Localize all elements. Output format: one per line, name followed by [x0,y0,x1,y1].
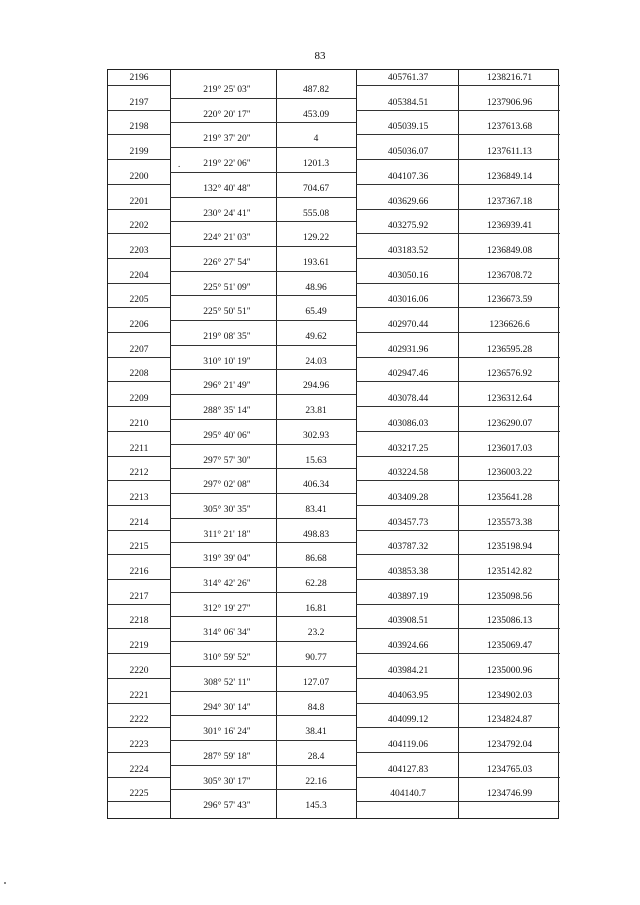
northing-value: 403183.52 [387,245,429,256]
row-rule [356,653,560,654]
row-rule [170,666,356,667]
row-rule [356,678,560,679]
point-number: 2205 [129,295,149,306]
row-rule [170,740,356,741]
point-number: 2209 [129,394,149,405]
northing-value: 403984.21 [387,665,429,676]
row-rule [108,604,170,605]
point-number: 2222 [129,715,149,726]
easting-value: 1237613.68 [486,122,533,133]
row-rule [356,209,560,210]
row-rule [170,394,356,395]
northing-value: 404107.36 [387,171,429,182]
northing-value: 403224.58 [387,468,429,479]
row-rule [170,789,356,790]
easting-value: 1234792.04 [486,739,533,750]
easting-value: 1235069.47 [486,641,533,652]
row-rule [108,653,170,654]
row-rule [356,134,560,135]
easting-value: 1237906.96 [486,97,533,108]
distance-value: 406.34 [302,480,330,491]
bearing-value: 288° 35' 14" [203,406,251,417]
row-rule [108,357,170,358]
row-rule [170,691,356,692]
row-rule [108,678,170,679]
northing-value: 403409.28 [387,492,429,503]
row-rule [108,505,170,506]
distance-value: 193.61 [302,257,330,268]
northing-value: 405036.07 [387,147,429,158]
row-rule [108,406,170,407]
bearing-value: 310° 59' 52" [203,653,251,664]
northing-value: 403787.32 [387,542,429,553]
row-rule [356,85,560,86]
row-rule [356,554,560,555]
bearing-value: 132° 40' 48" [203,183,251,194]
northing-value: 402931.96 [387,344,429,355]
distance-value: 704.67 [302,183,330,194]
distance-value: 23.81 [305,406,327,417]
distance-value: 86.68 [305,554,327,565]
row-rule [170,518,356,519]
row-rule [108,233,170,234]
row-rule [170,419,356,420]
point-number: 2211 [129,443,149,454]
northing-value: 404140.7 [390,789,426,800]
row-rule [356,480,560,481]
row-rule [108,332,170,333]
row-rule [170,246,356,247]
easting-value: 1235142.82 [486,567,533,577]
point-number: 2200 [129,171,149,182]
point-number: 2220 [129,665,149,676]
easting-value: 1236939.41 [486,221,533,232]
distance-value: 48.96 [305,282,327,293]
easting-value: 1235086.13 [486,616,533,627]
easting-value: 1237367.18 [486,196,533,207]
row-rule [170,271,356,272]
northing-value: 405039.15 [387,122,429,133]
easting-value: 1236290.07 [486,418,533,429]
point-number: 2215 [129,542,149,553]
easting-value: 1236849.14 [486,171,533,182]
point-number: 2197 [129,97,149,108]
point-number: 2212 [129,468,149,479]
row-rule [170,468,356,469]
point-number: 2203 [129,245,149,256]
northing-value: 402970.44 [387,320,429,330]
row-rule [108,184,170,185]
point-number: 2225 [129,789,149,800]
easting-value: 1235098.56 [486,591,533,602]
distance-value: 84.8 [307,702,325,713]
bearing-value: 319° 39' 04" [203,554,251,565]
northing-value: 404099.12 [387,715,429,726]
row-rule [170,197,356,198]
row-rule [108,554,170,555]
row-rule [108,456,170,457]
survey-coordinate-table [107,69,559,819]
bearing-value: 225° 50' 51" [203,307,251,318]
row-rule [356,332,560,333]
bearing-value: 308° 52' 11" [203,677,251,688]
row-rule [170,641,356,642]
row-rule [356,406,560,407]
distance-value: 24.03 [305,356,327,367]
easting-value: 1234765.03 [486,764,533,775]
distance-value: 1201.3 [302,159,330,170]
bearing-value: 314° 42' 26" [203,579,251,589]
easting-value: 1235198.94 [486,542,533,553]
northing-value: 403924.66 [387,641,429,652]
row-rule [108,307,170,308]
bearing-value: 225° 51' 09" [203,282,251,293]
northing-value: 403217.25 [387,443,429,454]
distance-value: 294.96 [302,381,330,392]
bearing-value: 294° 30' 14" [203,702,251,713]
easting-value: 1236312.64 [486,394,533,405]
northing-value: 403457.73 [387,517,429,528]
row-rule [108,703,170,704]
distance-value: 15.63 [305,455,327,466]
row-rule [356,184,560,185]
distance-value: 453.09 [302,109,330,120]
point-number: 2202 [129,221,149,232]
row-rule [356,283,560,284]
row-rule [108,752,170,753]
northing-value: 403853.38 [387,567,429,577]
row-rule [356,505,560,506]
margin-speck [4,882,6,884]
row-rule [356,752,560,753]
distance-value: 38.41 [305,727,327,738]
row-rule [108,258,170,259]
easting-value: 1234902.03 [486,690,533,701]
row-rule [356,801,560,802]
easting-value: 1235000.96 [486,665,533,676]
row-rule [356,233,560,234]
bearing-value: 301° 16' 24" [203,727,251,738]
point-number: 2198 [129,122,149,133]
northing-value: 403275.92 [387,221,429,232]
row-rule [356,307,560,308]
bearing-value: 312° 19' 27" [203,603,251,614]
row-rule [170,172,356,173]
row-rule [170,765,356,766]
row-rule [108,134,170,135]
row-rule [356,530,560,531]
easting-value: 1238216.71 [486,73,533,83]
point-number: 2223 [129,739,149,750]
bearing-value: 297° 57' 30" [203,455,251,466]
bearing-value: 230° 24' 41" [203,208,251,219]
row-rule [108,85,170,86]
northing-value: 403629.66 [387,196,429,207]
row-rule [170,320,356,321]
distance-value: 65.49 [305,307,327,318]
distance-value: 90.77 [305,653,327,664]
easting-value: 1236673.59 [486,295,533,306]
row-rule [108,283,170,284]
row-rule [170,369,356,370]
row-rule [170,493,356,494]
point-number: 2199 [129,147,149,158]
bearing-value: 305° 30' 35" [203,504,251,515]
point-number: 2207 [129,344,149,355]
row-rule [170,542,356,543]
row-rule [170,715,356,716]
bearing-value: 296° 21' 49" [203,381,251,392]
row-rule [108,431,170,432]
row-rule [356,357,560,358]
easting-value: 1234824.87 [486,715,533,726]
bearing-value: 305° 30' 17" [203,776,251,787]
row-rule [356,258,560,259]
row-rule [108,801,170,802]
row-rule [356,628,560,629]
distance-value: 302.93 [302,430,330,441]
row-rule [108,628,170,629]
bearing-value: 219° 37' 20" [203,134,251,145]
distance-value: 4 [313,134,319,145]
easting-value: 1235573.38 [486,517,533,528]
northing-value: 405761.37 [387,73,429,83]
point-number: 2221 [129,690,149,701]
point-number: 2217 [129,591,149,602]
row-rule [170,221,356,222]
row-rule [108,381,170,382]
row-rule [108,727,170,728]
row-rule [356,604,560,605]
distance-value: 498.83 [302,529,330,540]
row-rule [356,381,560,382]
distance-value: 28.4 [307,751,325,762]
easting-value: 1236576.92 [486,369,533,380]
row-rule [170,616,356,617]
point-number: 2214 [129,517,149,528]
distance-value: 22.16 [305,776,327,787]
row-rule [170,147,356,148]
row-rule [108,110,170,111]
bearing-value: 287° 59' 18" [203,751,251,762]
row-rule [170,444,356,445]
point-number: 2216 [129,567,149,577]
northing-value: 405384.51 [387,97,429,108]
point-number: 2218 [129,616,149,627]
row-rule [170,122,356,123]
row-rule [356,110,560,111]
easting-value: 1236849.08 [486,245,533,256]
row-rule [356,703,560,704]
northing-value: 403086.03 [387,418,429,429]
column-divider [356,70,357,818]
easting-value: 1237611.13 [487,147,532,158]
row-rule [356,431,560,432]
distance-value: 127.07 [302,677,330,688]
bearing-value: 219° 25' 03" [203,85,251,95]
distance-value: 83.41 [305,504,327,515]
point-number: 2208 [129,369,149,380]
row-rule [170,345,356,346]
row-rule [170,592,356,593]
row-rule [170,567,356,568]
bearing-value: 219° 22' 06" [203,159,251,170]
stray-mark: . [178,159,181,170]
distance-value: 487.82 [302,85,330,95]
point-number: 2201 [129,196,149,207]
northing-value: 403078.44 [387,394,429,405]
easting-value: 1235641.28 [486,492,533,503]
easting-value: 1236595.28 [486,344,533,355]
point-number: 2224 [129,764,149,775]
bearing-value: 226° 27' 54" [203,257,251,268]
row-rule [108,159,170,160]
bearing-value: 311° 21' 18" [203,529,251,540]
point-number: 2204 [129,270,149,281]
bearing-value: 296° 57' 43" [203,801,251,812]
distance-value: 555.08 [302,208,330,219]
bearing-value: 224° 21' 03" [203,233,251,244]
point-number: 2206 [129,320,149,330]
distance-value: 62.28 [305,579,327,589]
row-rule [108,530,170,531]
bearing-value: 220° 20' 17" [203,109,251,120]
row-rule [356,777,560,778]
northing-value: 402947.46 [387,369,429,380]
distance-value: 16.81 [305,603,327,614]
row-rule [356,159,560,160]
row-rule [108,579,170,580]
easting-value: 1236708.72 [486,270,533,281]
row-rule [108,480,170,481]
point-number: 2196 [129,73,149,83]
northing-value: 404127.83 [387,764,429,775]
distance-value: 145.3 [305,801,327,812]
bearing-value: 219° 08' 35" [203,332,251,342]
distance-value: 129.22 [302,233,330,244]
row-rule [356,456,560,457]
row-rule [356,579,560,580]
northing-value: 404063.95 [387,690,429,701]
row-rule [170,98,356,99]
easting-value: 1236626.6 [489,320,530,330]
northing-value: 403016.06 [387,295,429,306]
northing-value: 404119.06 [387,739,429,750]
northing-value: 403050.16 [387,270,429,281]
bearing-value: 314° 06' 34" [203,628,251,639]
row-rule [356,727,560,728]
northing-value: 403897.19 [387,591,429,602]
bearing-value: 295° 40' 06" [203,430,251,441]
point-number: 2210 [129,418,149,429]
bearing-value: 297° 02' 08" [203,480,251,491]
northing-value: 403908.51 [387,616,429,627]
easting-value: 1236003.22 [486,468,533,479]
distance-value: 49.62 [305,332,327,342]
point-number: 2219 [129,641,149,652]
row-rule [170,295,356,296]
point-number: 2213 [129,492,149,503]
easting-value: 1236017.03 [486,443,533,454]
distance-value: 23.2 [307,628,325,639]
row-rule [108,777,170,778]
easting-value: 1234746.99 [486,789,533,800]
bearing-value: 310° 10' 19" [203,356,251,367]
page-number: 83 [314,50,326,62]
row-rule [108,209,170,210]
